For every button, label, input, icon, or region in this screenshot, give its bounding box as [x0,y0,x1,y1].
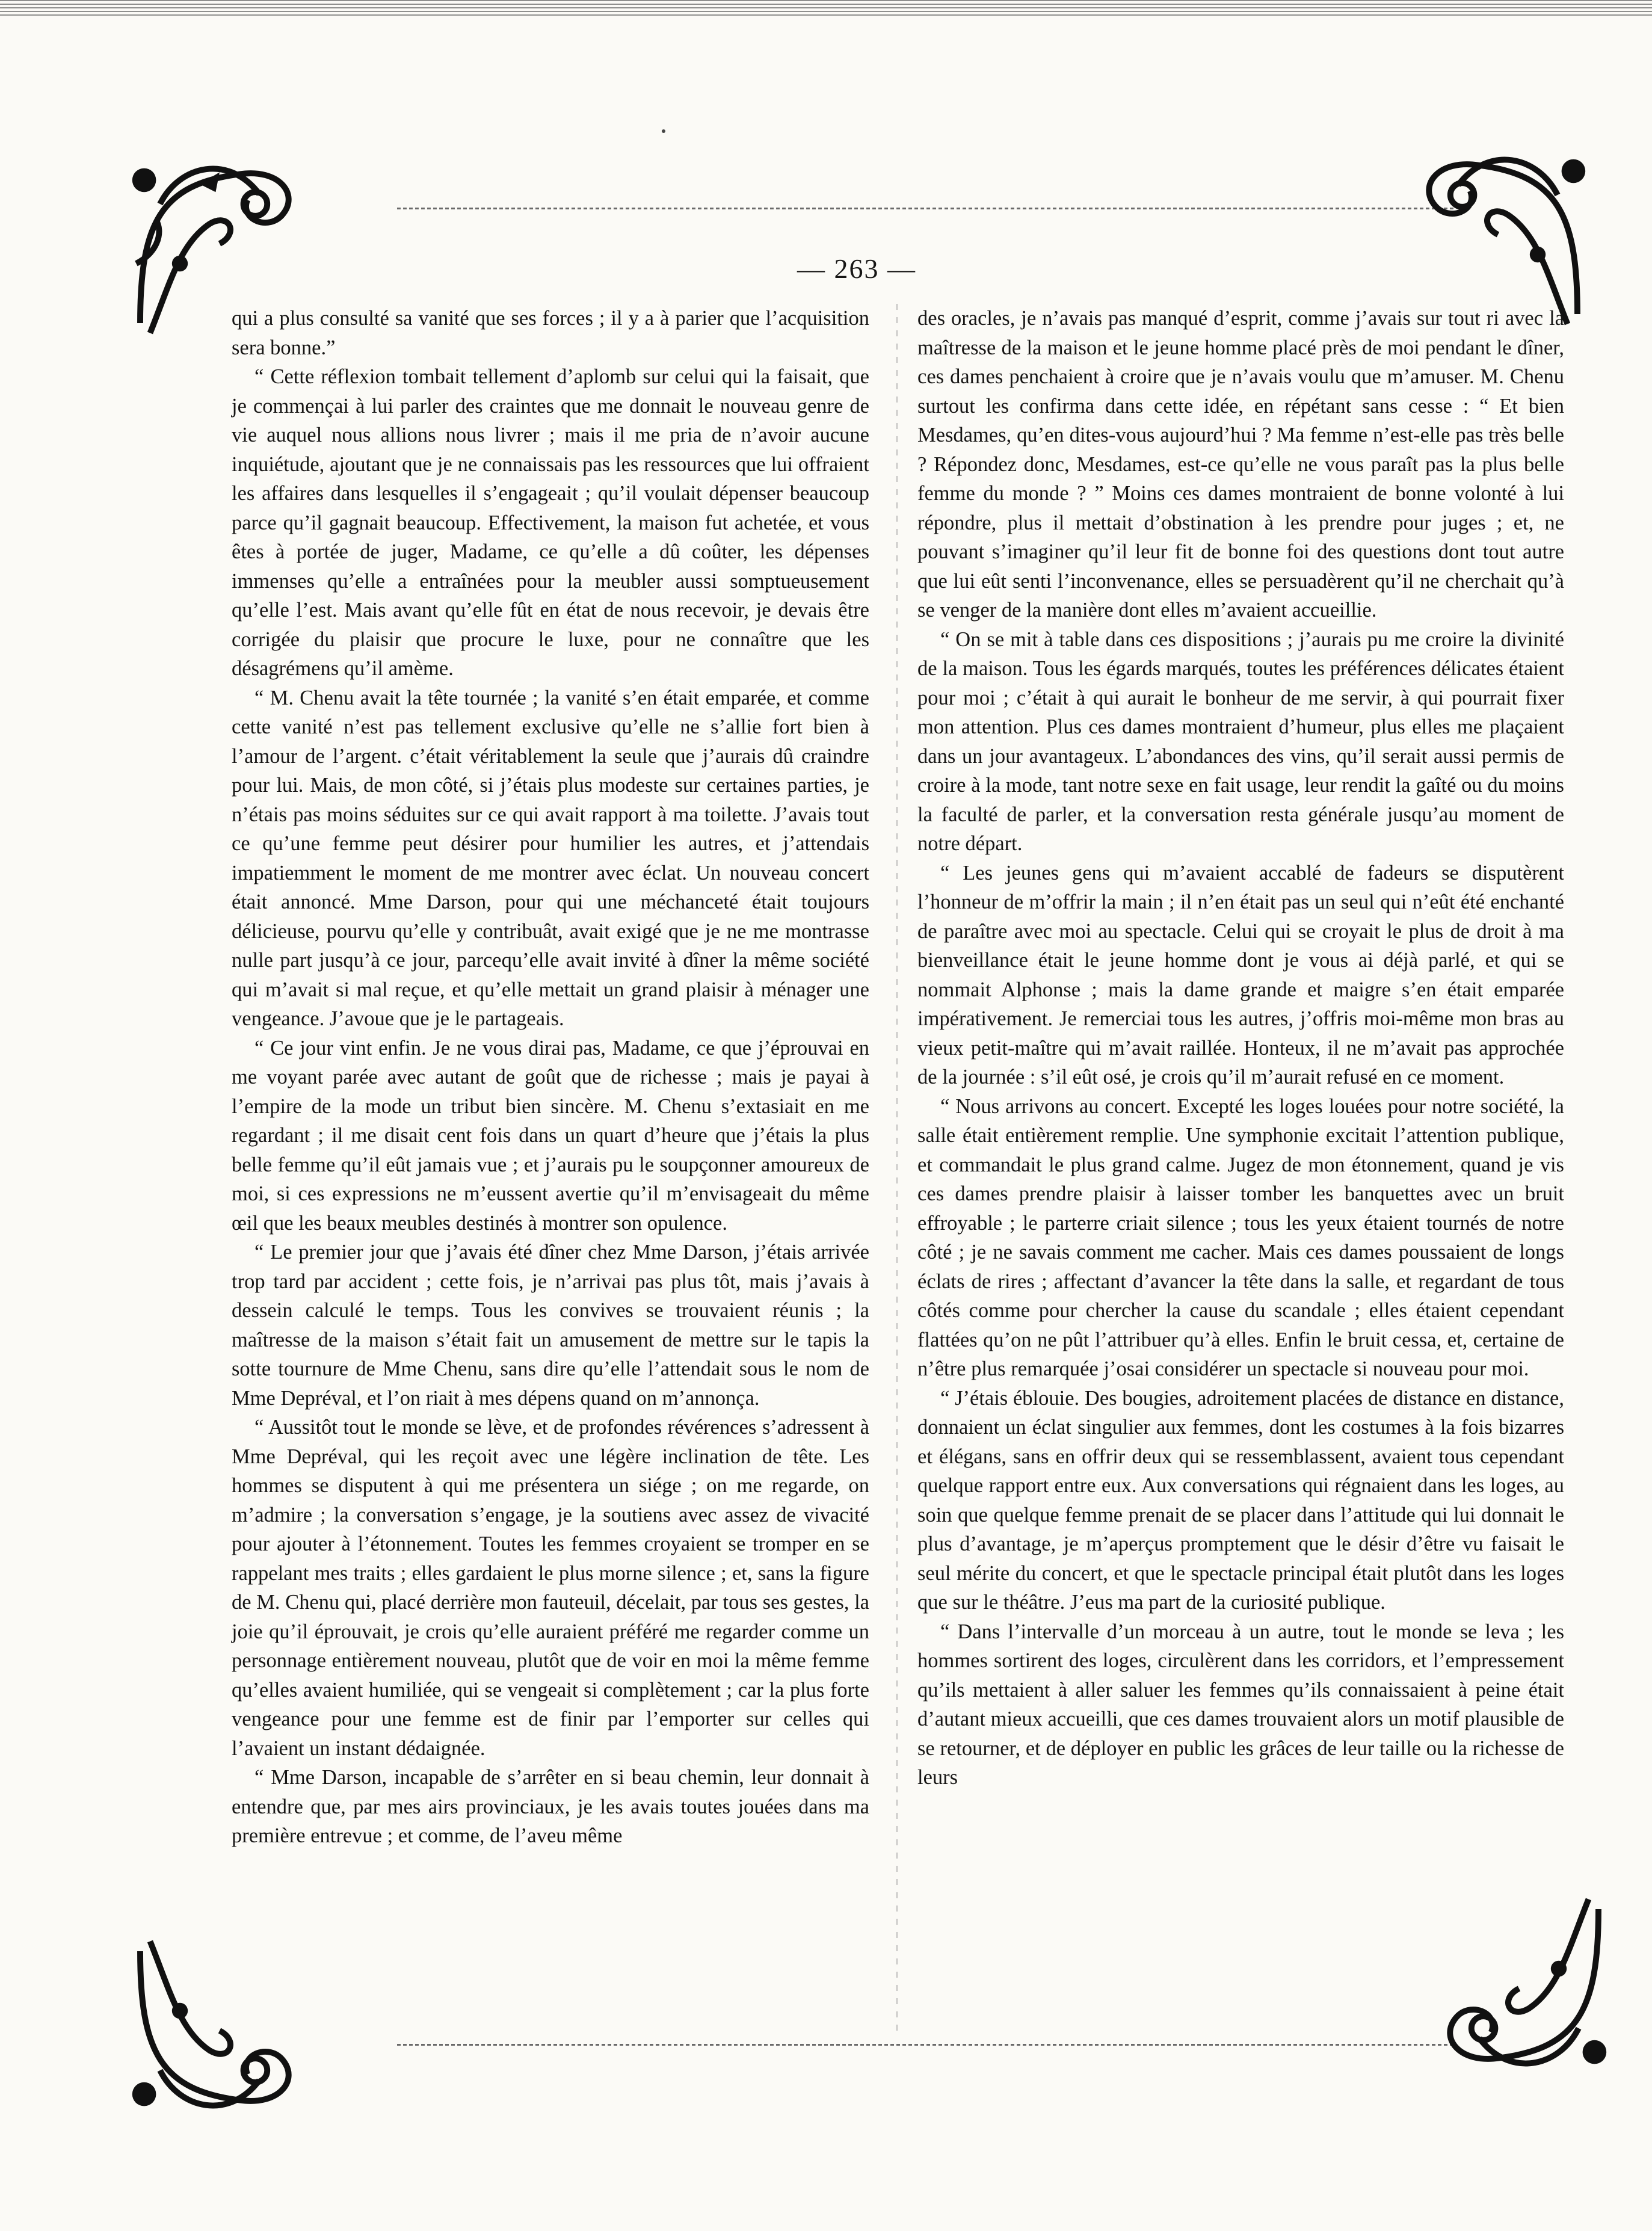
paragraph: “ Le premier jour que j’avais été dîner chez Mme Darson, j’étais arrivée trop tard par accident ; cette fois, je n’arrivai pas plus tôt, mais j’avais à dessein calculé le temps. Tous les convives se trouvaient réunis ; la maîtresse de la maison s’était fait un amusement de mettre sur le tapis la sotte tournure de Mme Chenu, sans dire qu’elle l’attendait sous le nom de Mme Depréval, et l’on riait à mes dépens quand on m’annonça. [232,1241,869,1410]
ink-speck [662,129,665,133]
top-frame-line [397,208,1453,209]
paragraph: “ Aussitôt tout le monde se lève, et de profondes révérences s’adressent à Mme Depréval, qui les reçoit avec une légère inclination de tête. Les hommes se disputent à qui me présentera un siége ; on me regarde, on m’admire ; la conversation s’engage, je la soutiens avec assez de vivacité pour ajouter à l’étonnement. Toutes les femmes croyaient se tromper en se rappelant mes traits ; elles gardaient le plus morne silence ; et, sans la figure de M. Chenu qui, placé derrière mon fauteuil, décelait, par tous ses gestes, la joie qu’il éprouvait, je crois qu’elle auraient préféré me regarder comme un personnage entièrement nouveau, plutôt que de voir en moi la même femme qu’elles avaient humiliée, qui se vengeait si complètement ; car la plus forte vengeance pour une femme est de finir par l’emporter sur celles qui l’avaient un instant dédaignée. [232,1416,869,1760]
page-number: — 263 — [797,253,916,284]
left-text-column [232,304,869,1851]
paragraph: “ Cette réflexion tombait tellement d’aplomb sur celui qui la faisait, que je commençai à lui parler des craintes que me donnait le nouveau genre de vie auquel nous allions nous livrer ; mais il me pria de n’avoir aucune inquiétude, ajoutant que je ne connaissais pas les ressources que lui offraient les affaires dans lesquelles il s’engageait ; qu’il voulait dépenser beaucoup parce qu’il gagnait beaucoup. Effectivement, la maison fut achetée, et vous êtes à portée de juger, Madame, ce qu’elle a dû coûter, les dépenses immenses qu’elle a entraînées pour la meubler aussi somptueusement qu’elle l’est. Mais avant qu’elle fût en état de nous recevoir, je devais être corrigée du plaisir que procure le luxe, pour ne connaître que les désagrémens qu’il amème. [232,365,869,680]
paragraph: “ Mme Darson, incapable de s’arrêter en si beau chemin, leur donnait à entendre que, par mes airs provinciaux, je les avais toutes jouées dans ma première entrevue ; et comme, de l’aveu même [232,1766,869,1847]
top-border-rule [0,0,1652,16]
paragraph: “ Les jeunes gens qui m’avaient accablé de fadeurs se disputèrent l’honneur de m’offrir la main ; il n’en était pas un seul qui n’eût été enchanté de paraître avec moi au spectacle. Celui qui se croyait le plus de droit à ma bienveillance était le jeune homme dont je vous ai déjà parlé, et qui se nommait Alphonse ; mais la dame grande et maigre s’en était emparée impérativement. Je remerciai tous les autres, j’offris moi-même mon bras au vieux petit-maître qui m’avait raillée. Honteux, il ne m’avait pas approchée de la journée : s’il eût osé, je crois qu’il m’aurait refusé en ce moment. [917,861,1564,1088]
right-text-column [917,304,1564,1792]
paragraph: qui a plus consulté sa vanité que ses forces ; il y a à parier que l’acquisition sera bonne.” [232,307,869,359]
paragraph: “ M. Chenu avait la tête tournée ; la vanité s’en était emparée, et comme cette vanité n’est pas tellement exclusive qu’elle ne s’allie fort bien à l’amour de l’argent. c’était véritablement la seule que j’aurais dû craindre pour lui. Mais, de mon côté, si j’étais plus modeste sur certaines parties, je n’étais pas moins séduites sur ce qui avait rapport à ma toilette. J’avais tout ce qu’une femme peut désirer pour humilier les autres, et j’attendais impatiemment le moment de me montrer avec éclat. Un nouveau concert était annoncé. Mme Darson, pour qui une méchanceté était toujours délicieuse, pourvu qu’elle y contribuât, avait exigé que je ne me montrasse nulle part jusqu’à ce jour, parcequ’elle avait invité à dîner la même société qui m’avait si mal reçue, et qu’elle mettait un grand plaisir à ménager une vengeance. J’avoue que je le partageais. [232,686,869,1030]
paragraph: “ Dans l’intervalle d’un morceau à un autre, tout le monde se leva ; les hommes sortirent des loges, circulèrent dans les corridors, et l’empressement qu’ils mettaient à aller saluer les femmes qu’ils connaissaient à peine était d’autant mieux accueilli, que ces dames trouvaient alors un motif plausible de se retourner, et de déployer en public les grâces de leur taille ou la richesse de leurs [917,1620,1564,1789]
paragraph: “ J’étais éblouie. Des bougies, adroitement placées de distance en distance, donnaient un éclat singulier aux femmes, dont les costumes à la fois bizarres et élégans, sans en offrir deux qui se ressemblassent, avaient tous cependant quelque rapport entre eux. Aux conversations qui régnaient dans les loges, au soin que quelque femme prenait de se placer dans l’attitude qui lui donnait le plus d’avantage, je m’aperçus promptement que le désir d’être vu faisait le seul mérite du concert, et que le spectacle principal était plutôt dans les loges que sur le théâtre. J’eus ma part de la curiosité publique. [917,1386,1564,1614]
column-divider [896,304,898,2037]
paragraph: des oracles, je n’avais pas manqué d’esprit, comme j’avais sur tout ri avec la maîtresse de la maison et le jeune homme placé près de moi pendant le dîner, ces dames penchaient à croire que je n’avais voulu que m’amuser. M. Chenu surtout les confirma dans cette idée, en répétant sans cesse : “ Et bien Mesdames, qu’en dites-vous aujourd’hui ? Ma femme n’est-elle pas très belle ? Répondez donc, Mesdames, est-ce qu’elle ne vous paraît pas la plus belle femme du monde ? ” Moins ces dames montraient de bonne volonté à lui répondre, plus il mettait d’obstination à les prendre pour juges ; et, ne pouvant s’imaginer qu’il leur fit de bonne foi des questions dont tout autre que lui eût senti l’inconvenance, elles se persuadèrent qu’il ne cherchait qu’à se venger de la manière dont elles m’avaient accueillie. [917,307,1564,622]
paragraph: “ Nous arrivons au concert. Excepté les loges louées pour notre société, la salle était entièrement remplie. Une symphonie excitait l’attention publique, et commandait le plus grand calme. Jugez de mon étonnement, quand je vis ces dames prendre plaisir à laisser tomber les banquettes avec un bruit effroyable ; le parterre criait silence ; tous les yeux étaient tournés de notre côté ; je ne savais comment me cacher. Mais ces dames poussaient de longs éclats de rires ; affectant d’avancer la tête dans la salle, et regardant de tous côtés comme pour chercher la cause du scandale ; elles étaient cependant flattées qu’on ne pût l’attribuer qu’à elles. Enfin le bruit cessa, et, certaine de n’être plus remarquée j’osai considérer un spectacle si nouveau pour moi. [917,1094,1564,1380]
paragraph: “ Ce jour vint enfin. Je ne vous dirai pas, Madame, ce que j’éprouvai en me voyant parée avec autant de goût que de richesse ; mais je payai à l’empire de la mode un tribut bien sincère. M. Chenu s’extasiait en me regardant ; il me disait cent fois dans un quart d’heure que j’étais la plus belle femme qu’il eût jamais vue ; et j’aurais pu le soupçonner amoureux de moi, si ces expressions ne m’eussent avertie qu’il m’envisageait du même œil que les beaux meubles destinés à montrer son opulence. [232,1036,869,1235]
corner-flourish-bottom-right [1420,1889,1618,2088]
paragraph: “ On se mit à table dans ces dispositions ; j’aurais pu me croire la divinité de la maison. Tous les égards marqués, toutes les préférences délicates étaient pour moi ; c’était à qui aurait le bonheur de me servir, à qui pourrait fixer mon attention. Plus ces dames montraient d’humeur, plus elles me plaçaient dans un jour avantageux. L’abondances des vins, qu’il serait aussi permis de croire à la mode, tant notre sexe en fait usage, leur rendit la gaîté ou du moins la faculté de parler, et la conversation resta générale jusqu’au moment de notre départ. [917,628,1564,855]
bottom-frame-line [397,2044,1453,2046]
corner-flourish-bottom-left [120,1931,319,2130]
